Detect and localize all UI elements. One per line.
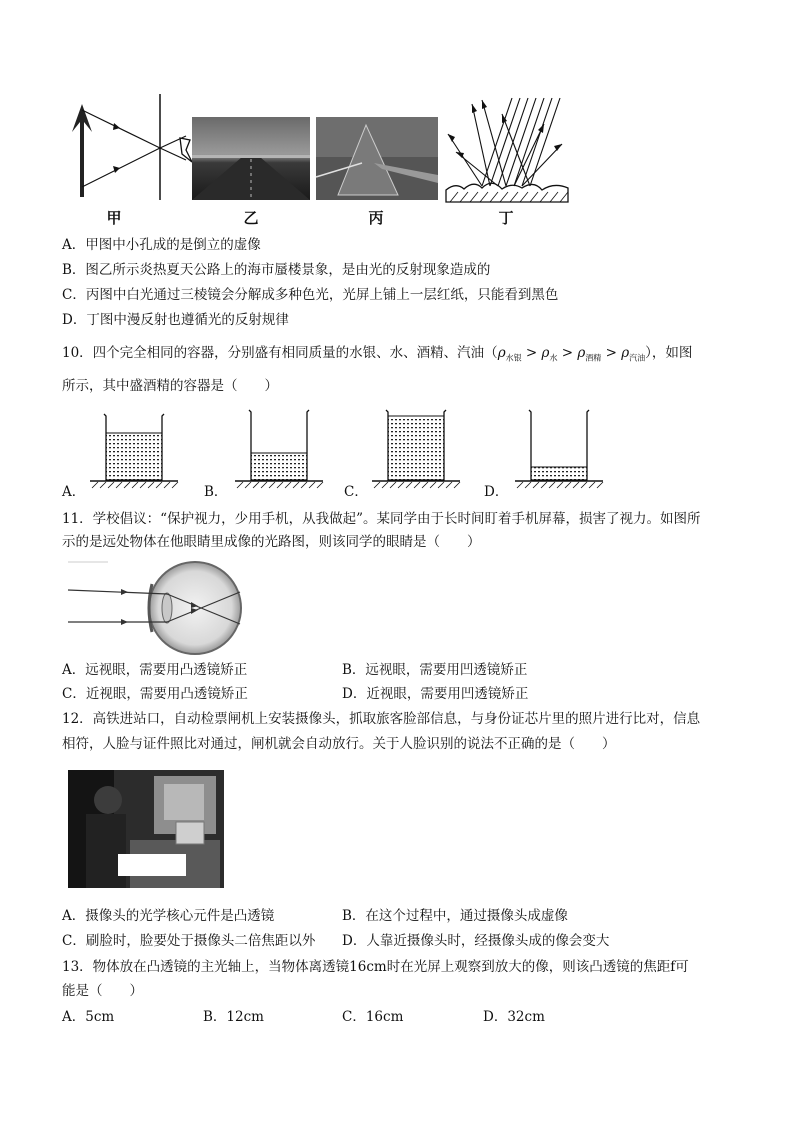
q10-container-b — [233, 410, 325, 490]
q11-option-b: B．远视眼，需要用凹透镜矫正 — [342, 662, 528, 678]
q10-option-b-label: B． — [204, 484, 228, 500]
q10-stem-line1 — [62, 344, 692, 368]
q12-face-recognition-photo — [68, 770, 224, 888]
rho-symbol: ρ — [541, 345, 550, 361]
gt-sign: > — [521, 345, 542, 361]
figure-yi-mirage-photo — [192, 117, 310, 200]
q10-stem-prefix: 10．四个完全相同的容器，分别盛有相同质量的水银、水、酒精、汽油（ — [62, 345, 498, 361]
q10-option-d-label: D． — [484, 484, 509, 500]
rho-symbol: ρ — [497, 345, 506, 361]
q13-option-a: A．5cm — [62, 1009, 115, 1025]
figure-label-yi: 乙 — [243, 209, 259, 227]
rho-symbol: ρ — [577, 345, 586, 361]
figure-label-jia: 甲 — [106, 209, 122, 227]
q9-option-b: B．图乙所示炎热夏天公路上的海市蜃楼景象，是由光的反射现象造成的 — [62, 262, 491, 278]
rho-sub-mercury: 水银 — [505, 353, 522, 363]
q10-option-c-label: C． — [344, 484, 368, 500]
q13-stem-line1: 13．物体放在凸透镜的主光轴上，当物体离透镜16cm时在光屏上观察到放大的像，则该凸透镜的焦距f可 — [62, 959, 689, 975]
q10-option-a-label: A． — [62, 484, 86, 500]
q11-stem-line2: 示的是远处物体在他眼睛里成像的光路图，则该同学的眼睛是（ ） — [62, 534, 481, 550]
gt-sign: > — [601, 345, 622, 361]
q12-option-c: C．刷脸时，脸要处于摄像头二倍焦距以外 — [62, 933, 316, 949]
gt-sign: > — [557, 345, 578, 361]
rho-symbol: ρ — [621, 345, 630, 361]
q12-option-d: D．人靠近摄像头时，经摄像头成的像会变大 — [342, 933, 610, 949]
q10-container-d — [513, 410, 605, 490]
rho-sub-water: 水 — [549, 353, 558, 363]
figure-bing-prism-photo — [316, 117, 438, 200]
figure-ding-diffuse-reflection — [442, 94, 572, 204]
q10-stem-suffix: ），如图 — [645, 345, 693, 361]
rho-sub-gasoline: 汽油 — [629, 353, 646, 363]
q13-option-d: D．32cm — [483, 1009, 545, 1025]
q11-eye-diagram — [68, 556, 248, 656]
q13-option-c: C．16cm — [342, 1009, 404, 1025]
q11-option-d: D．近视眼，需要用凹透镜矫正 — [342, 686, 529, 702]
q9-option-a: A．甲图中小孔成的是倒立的虚像 — [62, 237, 261, 253]
figure-jia-pinhole — [68, 92, 198, 202]
q9-option-d: D．丁图中漫反射也遵循光的反射规律 — [62, 312, 289, 328]
figure-label-ding: 丁 — [498, 209, 514, 227]
q11-option-c: C．近视眼，需要用凸透镜矫正 — [62, 686, 248, 702]
q12-stem-line1: 12．高铁进站口，自动检票闸机上安装摄像头，抓取旅客脸部信息，与身份证芯片里的照片进行比对，信息 — [62, 711, 701, 727]
q12-stem-line2: 相符，人脸与证件照比对通过，闸机就会自动放行。关于人脸识别的说法不正确的是（ ） — [62, 736, 616, 752]
q13-option-b: B．12cm — [203, 1009, 264, 1025]
q10-container-a — [88, 410, 180, 490]
figure-label-bing: 丙 — [368, 209, 384, 227]
q10-stem-line2: 所示，其中盛酒精的容器是（ ） — [62, 378, 278, 394]
q9-option-c: C．丙图中白光通过三棱镜会分解成多种色光，光屏上铺上一层红纸，只能看到黑色 — [62, 287, 559, 303]
q11-option-a: A．远视眼，需要用凸透镜矫正 — [62, 662, 248, 678]
q11-stem-line1: 11．学校倡议：“保护视力，少用手机，从我做起”。某同学由于长时间盯着手机屏幕，损害了视力。如图所 — [62, 511, 701, 527]
q13-stem-line2: 能是（ ） — [62, 983, 143, 999]
q12-option-b: B．在这个过程中，通过摄像头成虚像 — [342, 908, 568, 924]
q12-option-a: A．摄像头的光学核心元件是凸透镜 — [62, 908, 275, 924]
q10-container-c — [370, 410, 462, 490]
rho-sub-alcohol: 酒精 — [585, 353, 602, 363]
